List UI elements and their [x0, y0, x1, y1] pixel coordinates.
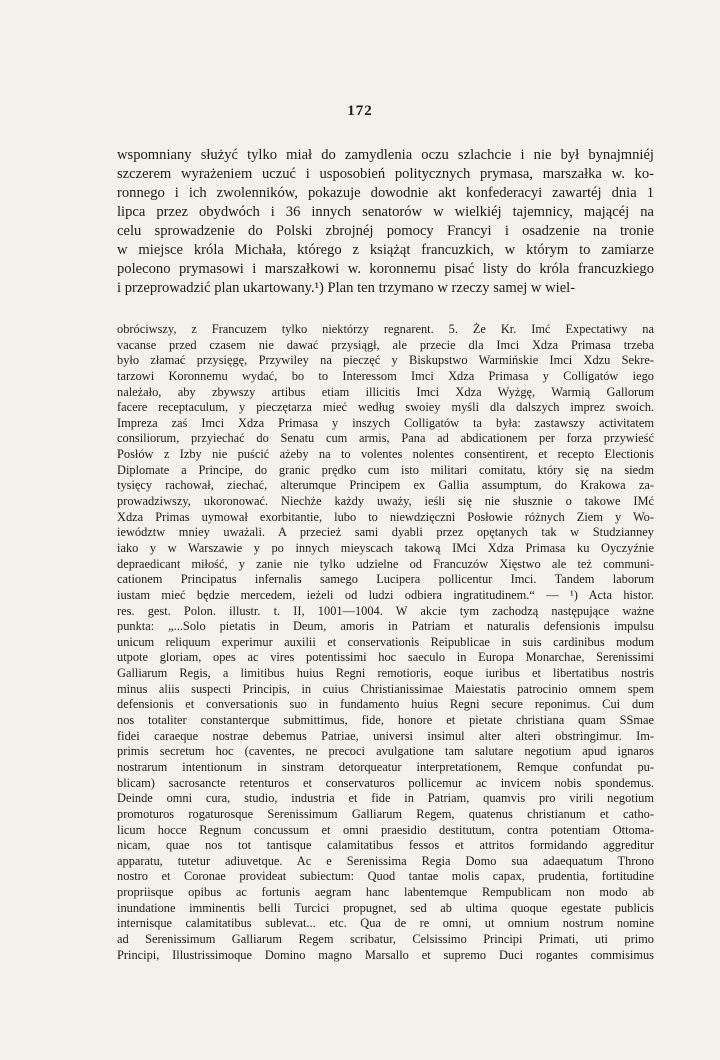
text-line: nicam, quae nos tot tantisque calamitatibus fessos et attritos formidando aggreditur [117, 838, 654, 853]
text-line: Impreza zaś Imci Xdza Primasa y inszych Colligatów ta była: zastawszy activitatem [117, 415, 654, 430]
text-line: Galliarum Regis, a limitibus huius Regni remotioris, eoque iuribus et libertatibus nostris [117, 666, 654, 681]
text-line: wspomniany służyć tylko miał do zamydlenia oczu szlachcie i nie był bynajmniéj [117, 147, 654, 163]
text-line: szczerem wyrażeniem uczuć i usposobień politycznych prymasa, marszałka w. ko- [117, 166, 654, 182]
text-line: defensionis et conversationis suo in fundamento huius Regni secure reponimus. Cui dum [117, 697, 654, 712]
text-line: blicam) sacrosancte retenturos et conservaturos pollicemur ac invicem nobis spondemus. [117, 775, 654, 790]
text-line: promoturos rogaturosque Serenissimum Galliarum Regem, quatenus christianum et catho- [117, 806, 654, 821]
text-line: primis secretum hoc (caventes, ne precoci avulgatione tam salutare negotium apud ignaros [117, 744, 654, 759]
text-line: ad Serenissimum Galliarum Regem scribatur, Celsissimo Principi Primati, uti primo [117, 931, 654, 946]
text-line: unicum reliquum experimur auxilii et conservationis Reipublicae in suis cardinibus modum [117, 634, 654, 649]
text-line: obróciwszy, z Francuzem tylko niektórzy regnarent. 5. Że Kr. Imć Expectatiwy na [117, 322, 654, 336]
text-line: w miejsce króla Michała, którego z książąt francuzkich, w którym to zamiarze [117, 242, 654, 258]
text-line: depraedicant miłość, y zanie nie tylko udzielne od Francuzów Xięstwo ale też communi- [117, 556, 654, 571]
text-line: Xdza Primas uymował exorbitantie, lubo to niewdzięczni Posłowie różnych Ziem y Wo- [117, 509, 654, 524]
text-line: cationem Principatus infernalis samego Lucipera pollicentur Imci. Tandem laborum [117, 572, 654, 587]
text-line: fidei caraeque nostrae debemus Patriae, universi insimul alter alteri obstringimur. Im- [117, 728, 654, 743]
text-line: inundatione imminentis belli Turcici propugnet, sed ab ultima quoque egestate publicis [117, 900, 654, 915]
page-number: 172 [347, 103, 373, 119]
text-line: Diplomate a Principe, do granic prędko cum isto militari comitatu, który się na siedm [117, 462, 654, 477]
text-line: consiliorum, przyiechać do Senatu cum armis, Pana ad abdicationem per forza przywieść [117, 431, 654, 446]
text-line: ronnego i ich zwolenników, pokazuje dowodnie akt konfederacyi zawartéj dnia 1 [117, 185, 654, 201]
text-line: tysięcy rachował, ziechać, alterumque Principem ex Gallia assumptum, do Krakowa za- [117, 478, 654, 493]
text-line: było złamać przysięgę, Przywiley na pieczęć y Biskupstwo Warmińskie Imci Xdzu Sekre- [117, 353, 654, 368]
text-line: Posłów z Izby nie puścić ażeby na to volentes nolentes consentirent, et recepto Electionis [117, 447, 654, 462]
main-text [117, 146, 654, 298]
text-line: Deinde omni cura, studio, industria et fide in Patriam, quamvis pro virili negotium [117, 791, 654, 806]
text-line: iako y w Warszawie y po innych mieyscach takową IMci Xdza Primasa ku Oyczyźnie [117, 540, 654, 555]
text-line: res. gest. Polon. illustr. t. II, 1001—1004. W akcie tym zachodzą następujące ważne [117, 603, 654, 618]
text-line: tarzowi Koronnemu wydać, bo to Interessom Imci Xdza Primasa y Colligatów iego [117, 368, 654, 383]
text-line: należało, aby zbywszy artibus etiam illicitis Imci Xdza Wyżgę, Warmią Gallorum [117, 384, 654, 399]
text-line: punkta: „...Solo pietatis in Deum, amoris in Patriam et naturalis defensionis impulsu [117, 619, 654, 634]
text-line: nostrarum intentionum in sinstram detorqueatur interpretationem, Remque confundat pu- [117, 759, 654, 774]
text-fragment-footnote: ¹) Plan ten trzymano w rzeczy samej w wiel- [314, 280, 576, 296]
footnote-text [117, 322, 654, 963]
text-line: internisque calamitatibus sublevat... etc. Qua de re omni, ut omnium nostrum nomine [117, 916, 654, 931]
text-line: nostro et Coronae provideat subiectum: Quod tantae molis capax, prudentia, fortitudine [117, 869, 654, 884]
text-line: propriisque opibus ac fortunis aegram hanc labentemque Rempublicam non modo ab [117, 885, 654, 900]
text-line: vacanse przed czasem nie dawać przysiągł, ale przecie dla Imci Xdza Primasa trzeba [117, 337, 654, 352]
text-line: prowadziwszy, ukoronować. Niechże każdy uważy, ieśli się nie słusznie o takowe IMć [117, 494, 654, 509]
text-line: apparatu, tutetur adiuvetque. Ac e Serenissima Regia Domo sua adaequatum Throno [117, 853, 654, 868]
text-line: minus aliis suspecti Principis, in cuius Christianissimae Maiestatis patrocinio omnem spem [117, 681, 654, 696]
text-line: utpote gloriam, opes ac vires potentissimi hoc saeculo in Europa Monarchae, Serenissimi [117, 650, 654, 665]
text-line: iewództw mniey uważali. A przecież sami dyabli przez opętanych tak w Studzianney [117, 525, 654, 540]
text-line: polecono prymasowi i marszałkowi w. koronnemu pisać listy do króla francuzkiego [117, 261, 654, 277]
text-line: licum hocce Regnum concussum et omni praesidio destitutum, contra potentiam Ottoma- [117, 822, 654, 837]
text-line [117, 279, 654, 298]
text-line: nos totaliter constanterque submittimus, fide, honore et pietate christiana quam SSmae [117, 713, 654, 728]
text-line: lipca przez obydwóch i 36 innych senatorów w wielkiéj tajemnicy, mającéj na [117, 204, 654, 220]
text-line: celu sprowadzenie do Polski zbrojnéj pomocy Francyi i osadzenie na tronie [117, 223, 654, 239]
text-line: facere receptaculum, y pieczętarza mieć według swoiey myśli dla dalszych imprez swoich. [117, 400, 654, 415]
text-fragment: i przeprowadzić plan ukartowany. [117, 280, 315, 296]
text-line: Principi, Illustrissimoque Domino magno Marsallo et supremo Duci rogantes commisimus [117, 947, 654, 962]
text-line: iustam mieć będzie mercedem, ieżeli od ludzi odbiera ingratitudinem.“ — ¹) Acta histor. [117, 587, 654, 602]
